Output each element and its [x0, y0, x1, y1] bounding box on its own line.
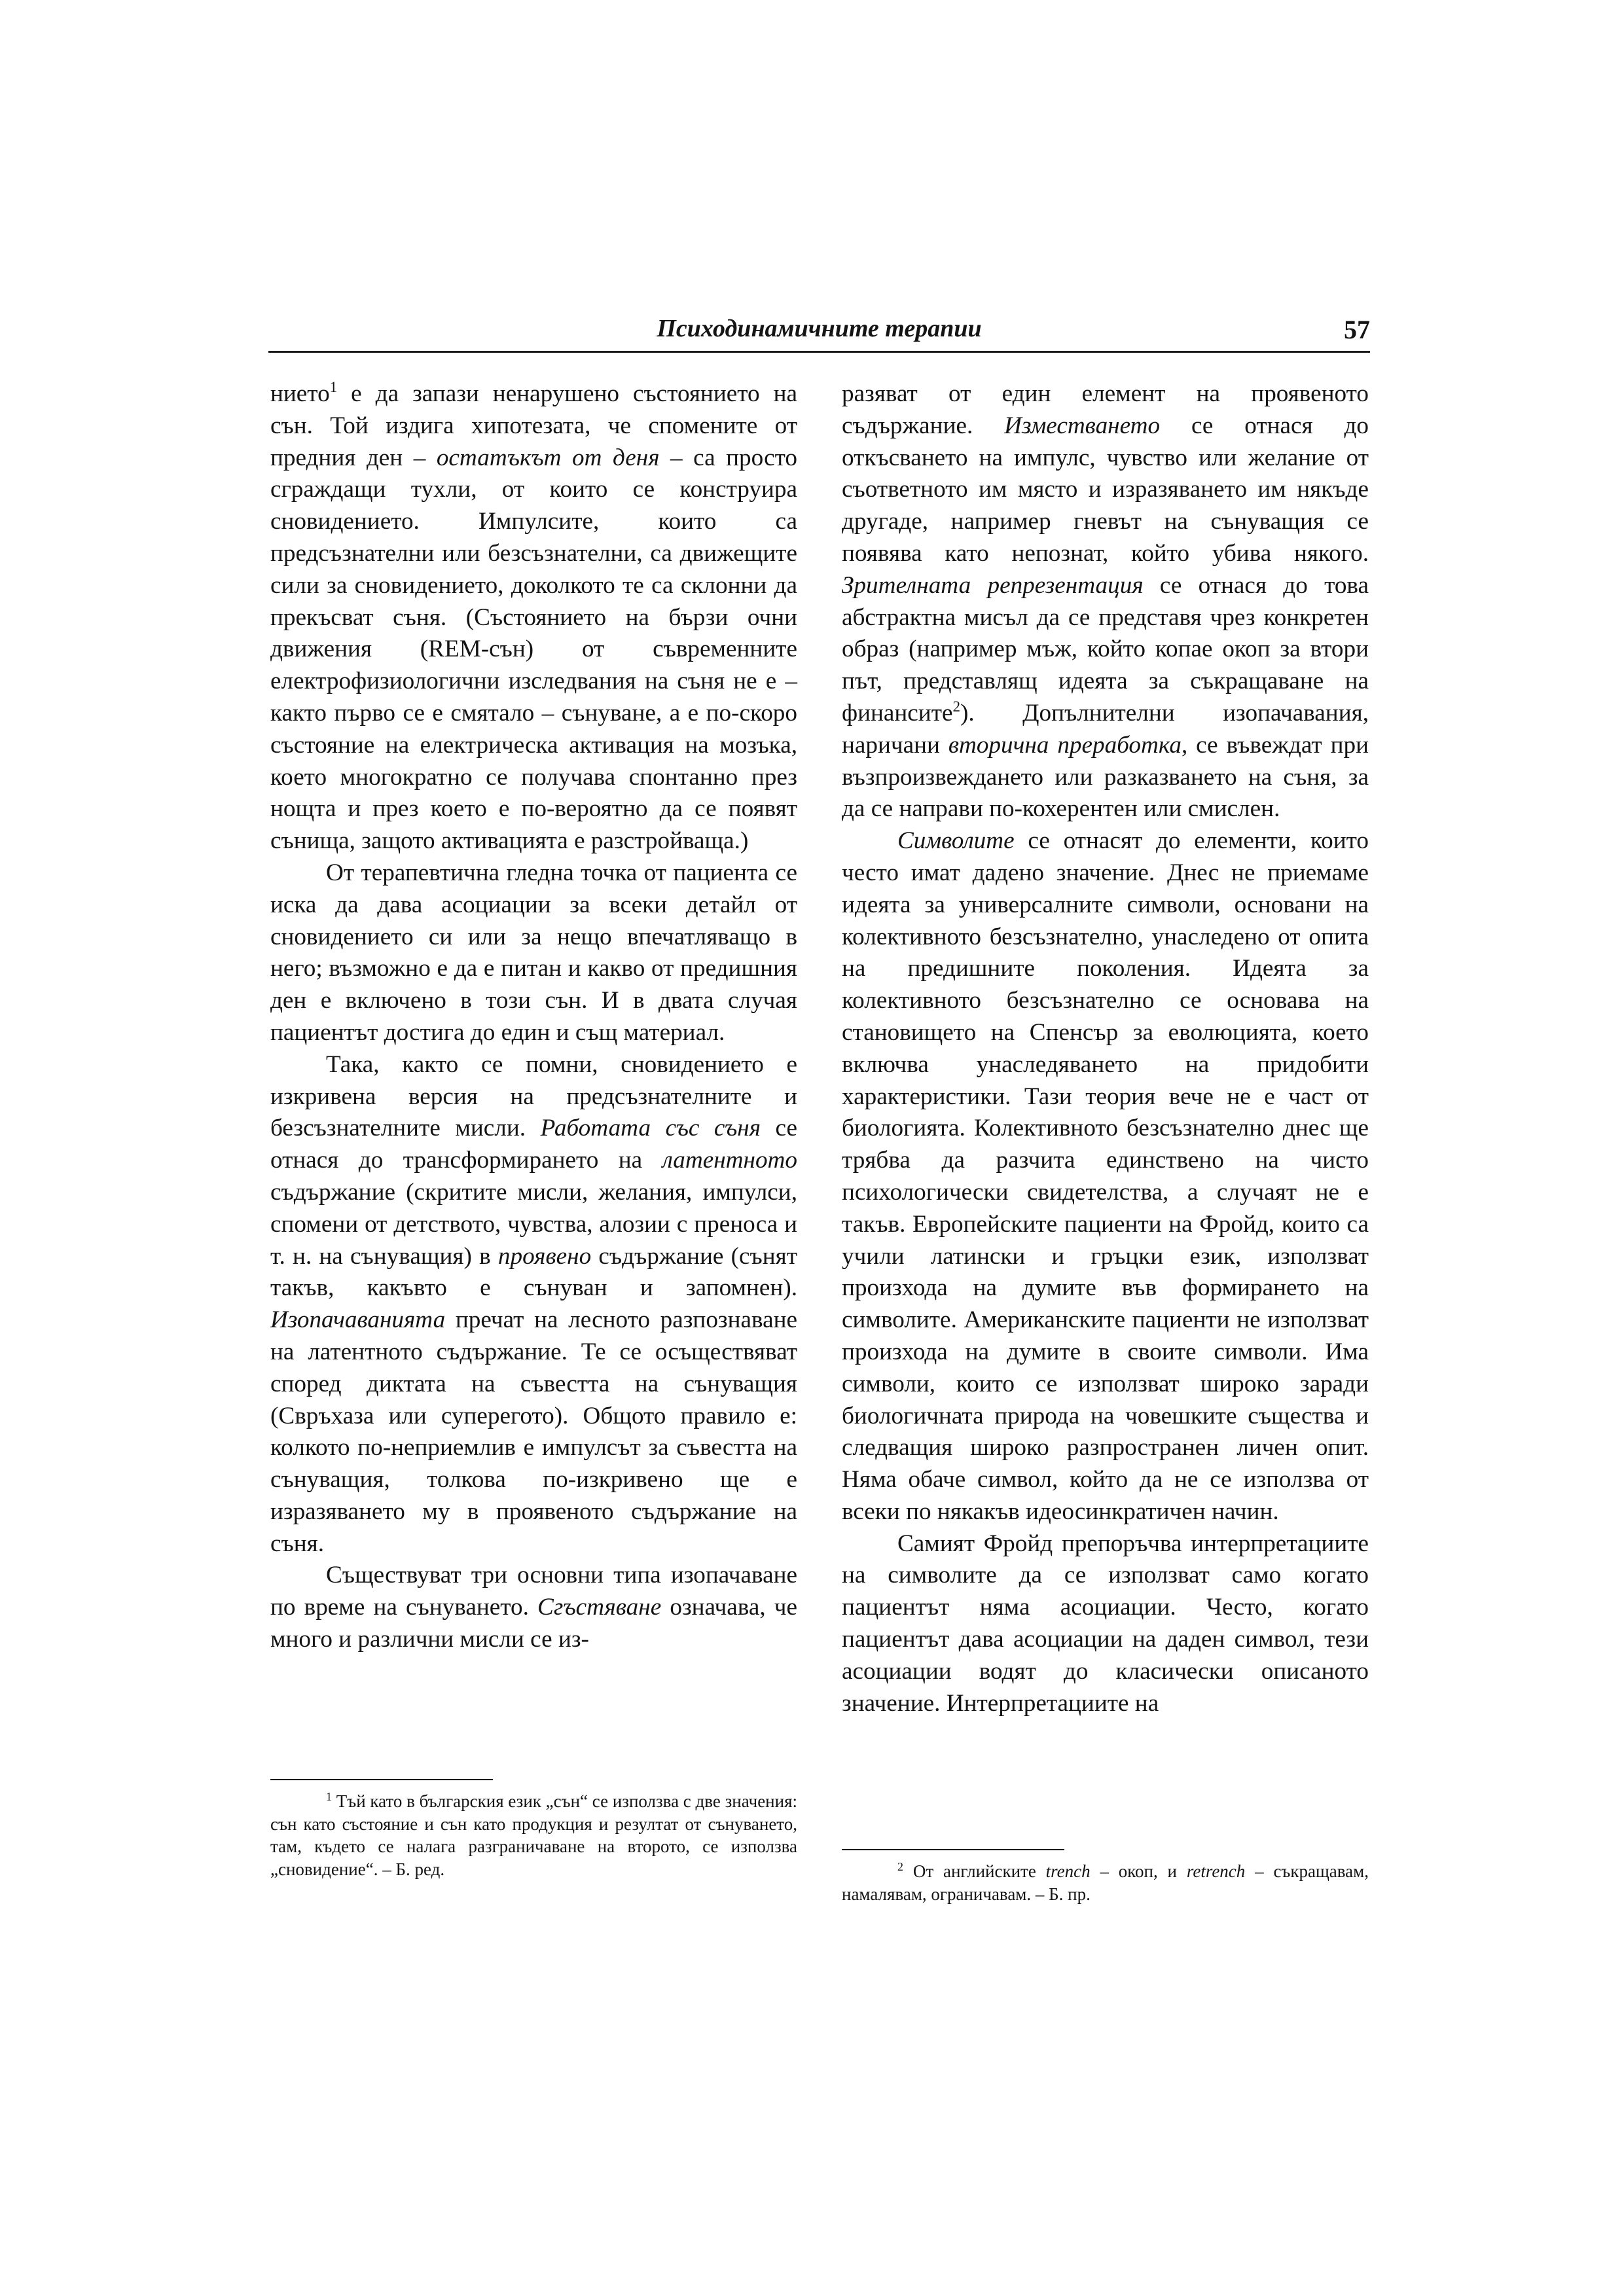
paragraph — [270, 1049, 797, 1560]
italic-term: Работата със съня — [540, 1115, 761, 1142]
footnote-ref: 2 — [952, 698, 960, 715]
footnote-left-area — [270, 1779, 797, 1880]
text-run: се отнася до това абстрактна мисъл да се представя чрез конкретен образ (например мъж, който копае окоп за втори път, представлящ идеята за съкращаване на финансите — [842, 571, 1369, 726]
text-run: От английските — [903, 1861, 1046, 1881]
italic-term: латентното — [662, 1147, 797, 1174]
text-run: се отнася до откъсването на импулс, чувство или желание от съответното им място и изразяването им някъде другаде, например гневът на сънуващия се появява като непознат, който убива някого. — [842, 412, 1369, 567]
footnote-ref: 1 — [326, 1790, 332, 1803]
italic-term: проявено — [497, 1242, 592, 1270]
text-run: – съкращавам, намалявам, ограничавам. – Б. пр. — [842, 1861, 1369, 1904]
italic-term: Изопачаванията — [270, 1306, 446, 1334]
paragraph — [842, 378, 1369, 825]
footnote-rule — [270, 1779, 493, 1780]
paragraph — [842, 825, 1369, 1528]
footnote-ref: 1 — [329, 379, 338, 395]
page-number: 57 — [1344, 315, 1370, 344]
footnote-1 — [270, 1790, 797, 1880]
footnote-2 — [842, 1860, 1369, 1905]
right-column — [842, 378, 1369, 1884]
paragraph — [842, 1528, 1369, 1720]
text-run: Тъй като в българския език „сън“ се използва с две значения: сън като състояние и сън като продукция и резултат от сънуването, там, където се налага разграничаване на второто, се използва „сновидение“. – Б. ред. — [270, 1791, 797, 1879]
paragraph — [270, 378, 797, 857]
running-header — [268, 314, 1370, 353]
text-run: ). Допълнителни изопачавания, наричани — [842, 699, 1369, 759]
text-run: означава, че много и различни мисли се из- — [270, 1594, 797, 1653]
text-run: Така, както се помни, сновидението е изкривена версия на предсъзнателните и безсъзнателните мисли. — [270, 1050, 797, 1142]
text-run: , се въвеждат при възпроизвеждането или разказването на съня, за да се направи по-кохерентен или смислен. — [842, 731, 1369, 823]
text-run: Съществуват три основни типа изопачаване по време на сънуването. — [270, 1562, 797, 1621]
left-column — [270, 378, 797, 1884]
text-run: Самият Фройд препоръчва интерпретациите на символите да се използват само когато пациентът няма асоциации. Често, когато пациентът дава асоциации на даден символ, тези асоциации водят до класически описаното значение. Интерпретациите на — [842, 1530, 1369, 1717]
text-run: съдържание (сънят такъв, какъвто е сънуван и запомнен). — [270, 1242, 797, 1302]
text-run: нието — [270, 380, 330, 407]
text-run: От терапевтична гледна точка от пациента се иска да дава асоциации за всеки детайл от сновидението си или за нещо впечатляващо в него; възможно е да е питан и какво от предишния ден е включено в този сън. И в двата случая пациентът достига до един и същ материал. — [270, 859, 797, 1046]
text-run: пречат на лесното разпознаване на латентното съдържание. Те се осъществяват според диктата на съвестта на сънуващия (Свръхаза или суперегото). Общото правило е: колкото по-неприемлив е импулсът за съвестта на сънуващия, толкова по-изкривено ще е изразяването му в проявеното съдържание на съня. — [270, 1306, 797, 1557]
footnote-rule — [842, 1849, 1064, 1850]
italic-term: Изместването — [1004, 412, 1161, 439]
text-run: разяват от един елемент на проявеното съдържание. — [842, 380, 1369, 439]
italic-term: вторична преработка — [948, 731, 1182, 759]
text-run: – окоп, и — [1090, 1861, 1187, 1881]
text-run: се отнася до трансформирането на — [270, 1115, 797, 1174]
italic-term: Символите — [897, 827, 1015, 855]
italic-term: остатъкът от деня — [436, 444, 660, 471]
text-run: се отнасят до елементи, които често имат дадено значение. Днес не приемаме идеята за универсалните символи, основани на колективното безсъзнателно, унаследено от опита на предишните поколения. Идеята за колективното безсъзнателно се основава на становището на Спенсър за еволюцията, което включва унаследяването на придобити характеристики. Тази теория вече не е част от биологията. Колективното безсъзнателно днес ще трябва да разчита единствено на чисто психологически свидетелства, а случаят не е такъв. Европейските пациенти на Фройд, които са учили латински и гръцки език, използват произхода на думите във формирането на символите. Американските пациенти не използват произхода на думите в своите символи. Има символи, които се използват широко заради биологичната природа на човешките същества и следващия широко разпространен личен опит. Няма обаче символ, който да не се използва от всеки по някакъв идеосинкратичен начин. — [842, 827, 1369, 1525]
text-run: е да запази ненарушено състоянието на сън. Той издига хипотезата, че спомените от предния ден – — [270, 380, 797, 471]
italic-term: Зрителната репрезентация — [842, 571, 1144, 599]
paragraph — [270, 1560, 797, 1655]
italic-term: retrench — [1186, 1861, 1246, 1881]
italic-term: Сгъстяване — [537, 1594, 662, 1621]
running-title: Психодинамичните терапии — [657, 315, 982, 342]
text-run: съдържание (скритите мисли, желания, импулси, спомени от детството, чувства, алозии с преноса и т. н. на сънуващия) в — [270, 1178, 797, 1270]
italic-term: trench — [1045, 1861, 1091, 1881]
footnote-ref: 2 — [897, 1860, 903, 1873]
text-run: – са просто сграждащи тухли, от които се конструира сновидението. Импулсите, които са предсъзнателни или безсъзнателни, са движещите сили за сновидението, доколкото те са склонни да прекъсват съня. (Състоянието на бързи очни движения (REM-сън) от съвременните електрофизиологични изследвания на съня не е – както първо се е смятало – сънуване, а е по-скоро състояние на електрическа активация на мозъка, което многократно се получава спонтанно през нощта и през което е по-вероятно да се появят сънища, защото активацията е разстройваща.) — [270, 444, 797, 855]
paragraph — [270, 857, 797, 1049]
footnote-right-area — [842, 1849, 1369, 1905]
